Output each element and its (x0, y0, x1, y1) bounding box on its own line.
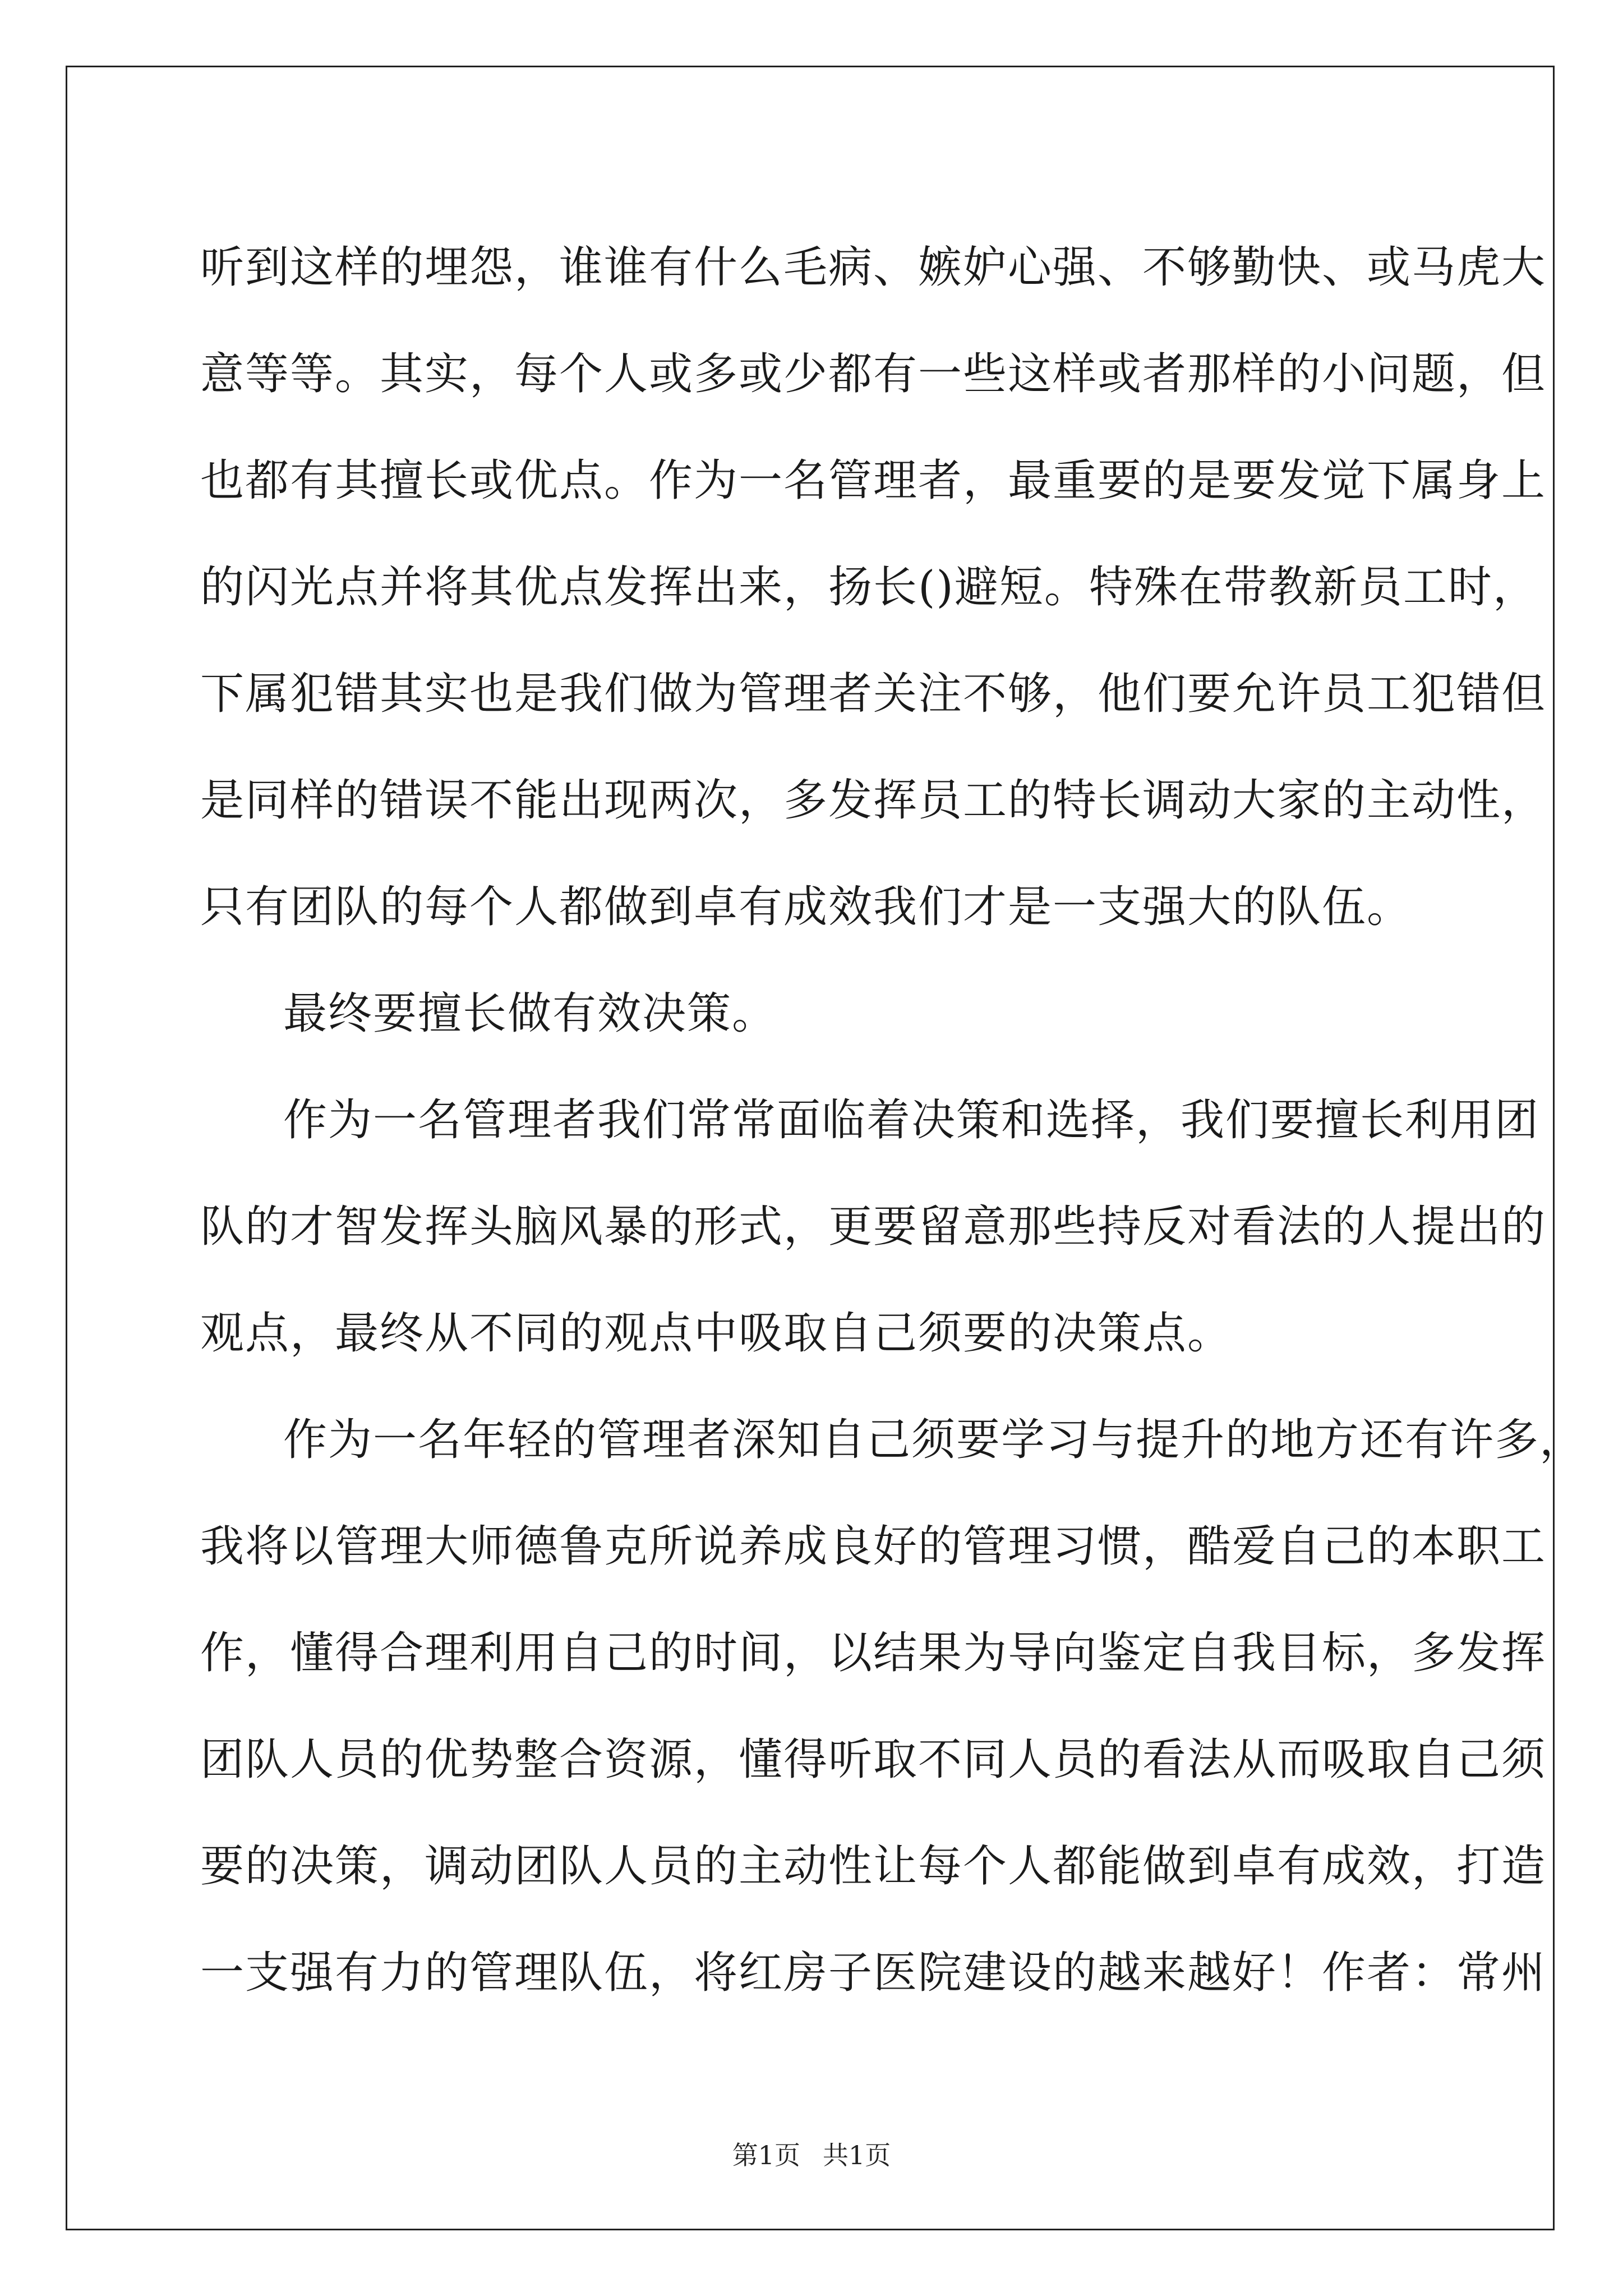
text-line: 要的决策，调动团队人员的主动性让每个人都能做到卓有成效，打造 (200, 1841, 1547, 1892)
text-line: 意等等。其实，每个人或多或少都有一些这样或者那样的小问题，但 (200, 349, 1547, 399)
text-line: 观点，最终从不同的观点中吸取自己须要的决策点。 (200, 1308, 1233, 1359)
text-line: 最终要擅长做有效决策。 (283, 988, 777, 1039)
text-line: 作为一名管理者我们常常面临着决策和选择，我们要擅长利用团 (283, 1095, 1540, 1145)
text-line: 只有团队的每个人都做到卓有成效我们才是一支强大的队伍。 (200, 882, 1412, 932)
text-line: 一支强有力的管理队伍，将红房子医院建设的越来越好！作者：常州 (200, 1948, 1547, 1998)
page-number-current: 第1页 (732, 2140, 800, 2170)
page-footer (0, 2138, 1623, 2172)
text-line: 队的才智发挥头脑风暴的形式，更要留意那些持反对看法的人提出的 (200, 1202, 1547, 1252)
document-body (200, 214, 1585, 2026)
text-line: 我将以管理大师德鲁克所说养成良好的管理习惯，酷爱自己的本职工 (200, 1521, 1547, 1572)
text-line: 的闪光点并将其优点发挥出来，扬长()避短。特殊在带教新员工时， (200, 562, 1538, 613)
text-line: 是同样的错误不能出现两次，多发挥员工的特长调动大家的主动性， (200, 775, 1547, 826)
page-number-total: 共1页 (823, 2140, 891, 2170)
text-line: 也都有其擅长或优点。作为一名管理者，最重要的是要发觉下属身上 (200, 455, 1547, 506)
text-line: 团队人员的优势整合资源，懂得听取不同人员的看法从而吸取自己须 (200, 1734, 1547, 1785)
text-line: 下属犯错其实也是我们做为管理者关注不够，他们要允许员工犯错但 (200, 669, 1547, 719)
text-line: 作，懂得合理利用自己的时间，以结果为导向鉴定自我目标，多发挥 (200, 1628, 1547, 1678)
text-line: 作为一名年轻的管理者深知自己须要学习与提升的地方还有许多， (283, 1415, 1585, 1465)
text-line: 听到这样的埋怨，谁谁有什么毛病、嫉妒心强、不够勤快、或马虎大 (200, 242, 1547, 293)
